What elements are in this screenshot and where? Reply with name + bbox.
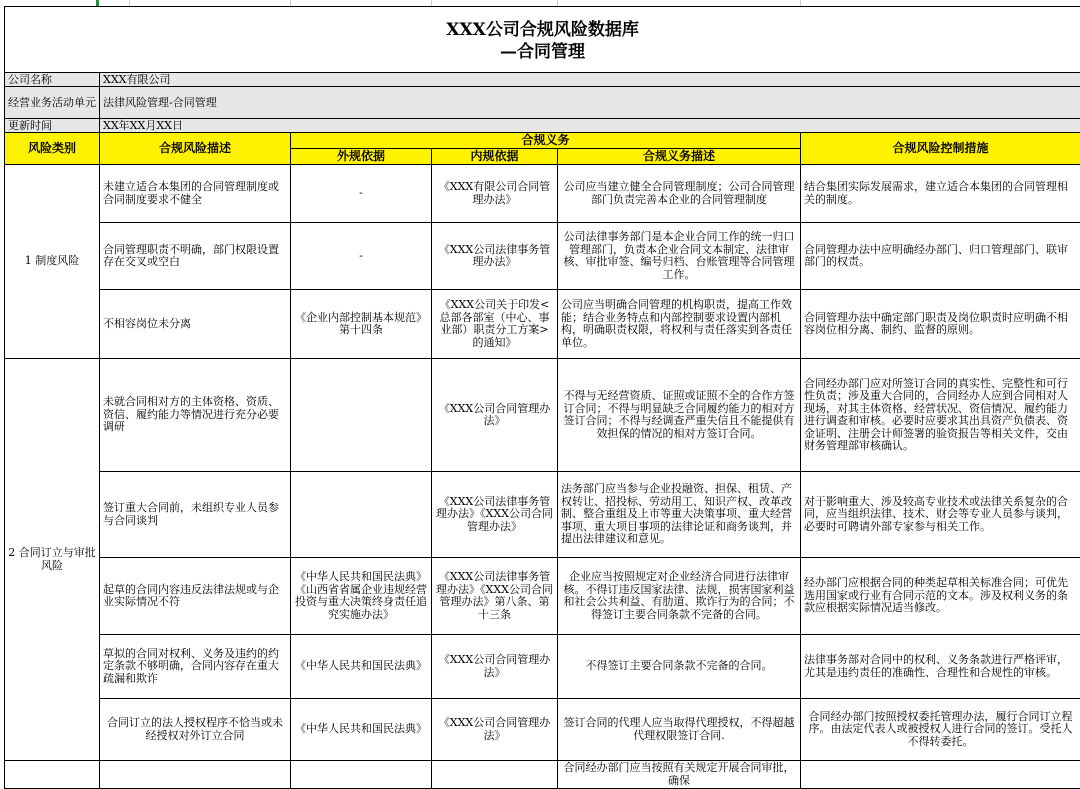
business-unit-label[interactable]: 经营业务活动单元 xyxy=(5,87,100,119)
internal-basis-cell[interactable]: 《XXX公司关于印发<总部各部室（中心、事业部）职责分工方案>的通知》 xyxy=(432,290,558,359)
internal-basis-cell[interactable] xyxy=(432,761,558,789)
control-measure-cell[interactable]: 对于影响重大、涉及较高专业技术或法律关系复杂的合同，应当组织法律、技术、财会等专业人员参与谈判，必要时可聘请外部专家参与相关工作。 xyxy=(801,472,1080,558)
control-measure-cell[interactable]: 经办部门应根据合同的种类起草相关标准合同；可优先选用国家或行业有合同示范的文本。涉及权利义务的条款应根据实际情况适当修改。 xyxy=(801,558,1080,635)
obligation-description-cell[interactable]: 签订合同的代理人应当取得代理授权，不得超越代理权限签订合同. xyxy=(558,699,801,761)
risk-category-cell[interactable]: 1 制度风险 xyxy=(5,165,100,359)
internal-basis-cell[interactable]: 《XXX公司合同管理办法》 xyxy=(432,635,558,699)
sheet-title[interactable] xyxy=(5,7,1080,73)
control-measure-cell[interactable]: 合同经办部门按照授权委托管理办法，履行合同订立程序。由法定代表人或被授权人进行合同的签订。受托人不得转委托。 xyxy=(801,699,1080,761)
control-measure-cell[interactable]: 合同管理办法中应明确经办部门、归口管理部门、联审部门的权责。 xyxy=(801,223,1080,290)
risk-description-cell[interactable]: 不相容岗位未分离 xyxy=(100,290,291,359)
control-measure-cell[interactable]: 合同经办部门应对所签订合同的真实性、完整性和可行性负责；涉及重大合同的，合同经办人应到合同相对人现场，对其主体资格、经营状况、资信情况、履约能力进行调查和审核。必要时应要求其出具资产负债表、资金证明、注册会计师签署的验资报告等相关文件，交由财务管理部审核确认。 xyxy=(801,359,1080,472)
header-risk-category[interactable]: 风险类别 xyxy=(5,133,100,165)
risk-description-cell[interactable]: 起草的合同内容违反法律法规或与企业实际情况不符 xyxy=(100,558,291,635)
internal-basis-cell[interactable]: 《XXX公司合同管理办法》 xyxy=(432,359,558,472)
obligation-description-cell[interactable]: 公司应当明确合同管理的机构职责，提高工作效能；结合业务特点和内部控制要求设置内部机构，明确职责权限，将权利与责任落实到各责任单位。 xyxy=(558,290,801,359)
control-measure-cell[interactable]: 合同管理办法中确定部门职责及岗位职责时应明确不相容岗位相分离、制约、监督的原则。 xyxy=(801,290,1080,359)
obligation-description-cell[interactable]: 合同经办部门应当按照有关规定开展合同审批，确保 xyxy=(558,761,801,789)
internal-basis-cell[interactable]: 《XXX公司法律事务管理办法》 xyxy=(432,223,558,290)
control-measure-cell[interactable] xyxy=(801,761,1080,789)
internal-basis-cell[interactable]: 《XXX有限公司合同管理办法》 xyxy=(432,165,558,223)
risk-description-cell[interactable]: 未建立适合本集团的合同管理制度或合同制度要求不健全 xyxy=(100,165,291,223)
obligation-description-cell[interactable]: 不得与无经营资质、证照或证照不全的合作方签订合同；不得与明显缺乏合同履约能力的相对方签订合同；不得与经调查严重失信且不能提供有效担保的情况的相对方签订合同。 xyxy=(558,359,801,472)
external-basis-cell[interactable]: 《中华人民共和国民法典》 xyxy=(291,635,432,699)
obligation-description-cell[interactable]: 企业应当按照规定对企业经济合同进行法律审核。不得订违反国家法律、法规，损害国家利益和社会公共利益、有肋道、欺诈行为的合同；不得签订主要合同条款不完备的合同。 xyxy=(558,558,801,635)
header-risk-description[interactable]: 合规风险描述 xyxy=(100,133,291,165)
risk-description-cell[interactable]: 未就合同相对方的主体资格、资质、资信、履约能力等情况进行充分必要调研 xyxy=(100,359,291,472)
update-time-value[interactable]: XX年XX月XX日 xyxy=(100,119,1080,133)
update-time-label[interactable]: 更新时间 xyxy=(5,119,100,133)
title-line1: XXX公司合规风险数据库 xyxy=(5,19,1080,41)
internal-basis-cell[interactable]: 《XXX公司法律事务管理办法》《XXX公司合同管理办法》 xyxy=(432,472,558,558)
risk-category-cell[interactable] xyxy=(5,761,100,789)
header-compliance-obligation[interactable]: 合规义务 xyxy=(291,133,801,149)
external-basis-cell[interactable] xyxy=(291,761,432,789)
external-basis-cell[interactable]: - xyxy=(291,223,432,290)
external-basis-cell[interactable] xyxy=(291,472,432,558)
control-measure-cell[interactable]: 法律事务部对合同中的权利、义务条款进行严格评审，尤其是违约责任的准确性、合理性和合规性的审核。 xyxy=(801,635,1080,699)
business-unit-value[interactable]: 法律风险管理-合同管理 xyxy=(100,87,1080,119)
external-basis-cell[interactable]: 《中华人民共和国民法典》《山西省省属企业违规经营投资与重大决策终身责任追究实施办法》 xyxy=(291,558,432,635)
risk-description-cell[interactable]: 合同订立的法人授权程序不恰当或未经授权对外订立合同 xyxy=(100,699,291,761)
external-basis-cell[interactable]: - xyxy=(291,165,432,223)
obligation-description-cell[interactable]: 法务部门应当参与企业投融资、担保、租赁、产权转让、招投标、劳动用工、知识产权、改革改制、整合重组及上市等重大决策事项、重大经营事项、重大项目事项的法律论证和商务谈判，并提出法律建议和意见。 xyxy=(558,472,801,558)
risk-database-table xyxy=(4,6,1080,789)
risk-description-cell[interactable]: 签订重大合同前，未组织专业人员参与合同谈判 xyxy=(100,472,291,558)
risk-description-cell[interactable]: 合同管理职责不明确，部门权限设置存在交叉或空白 xyxy=(100,223,291,290)
external-basis-cell[interactable] xyxy=(291,359,432,472)
internal-basis-cell[interactable]: 《XXX公司法律事务管理办法》《XXX公司合同管理办法》第八条、第十三条 xyxy=(432,558,558,635)
external-basis-cell[interactable]: 《企业内部控制基本规范》第十四条 xyxy=(291,290,432,359)
external-basis-cell[interactable]: 《中华人民共和国民法典》 xyxy=(291,699,432,761)
obligation-description-cell[interactable]: 不得签订主要合同条款不完备的合同。 xyxy=(558,635,801,699)
company-name-label[interactable]: 公司名称 xyxy=(5,73,100,87)
header-control-measures[interactable]: 合规风险控制措施 xyxy=(801,133,1080,165)
header-external-basis[interactable]: 外规依据 xyxy=(291,149,432,165)
control-measure-cell[interactable]: 结合集团实际发展需求，建立适合本集团的合同管理相关的制度。 xyxy=(801,165,1080,223)
title-line2: —合同管理 xyxy=(5,41,1080,63)
risk-description-cell[interactable] xyxy=(100,761,291,789)
header-internal-basis[interactable]: 内规依据 xyxy=(432,149,558,165)
risk-description-cell[interactable]: 草拟的合同对权利、义务及违约的约定条款不够明确，合同内容存在重大疏漏和欺诈 xyxy=(100,635,291,699)
header-obligation-description[interactable]: 合规义务描述 xyxy=(558,149,801,165)
company-name-value[interactable]: XXX有限公司 xyxy=(100,73,1080,87)
obligation-description-cell[interactable]: 公司应当建立健全合同管理制度；公司合同管理部门负责完善本企业的合同管理制度 xyxy=(558,165,801,223)
risk-category-cell[interactable]: 2 合同订立与审批风险 xyxy=(5,359,100,761)
obligation-description-cell[interactable]: 公司法律事务部门是本企业合同工作的统一归口管理部门，负责本企业合同文本制定、法律审核、审批审签、编号归档、台账管理等合同管理工作。 xyxy=(558,223,801,290)
internal-basis-cell[interactable]: 《XXX公司合同管理办法》 xyxy=(432,699,558,761)
